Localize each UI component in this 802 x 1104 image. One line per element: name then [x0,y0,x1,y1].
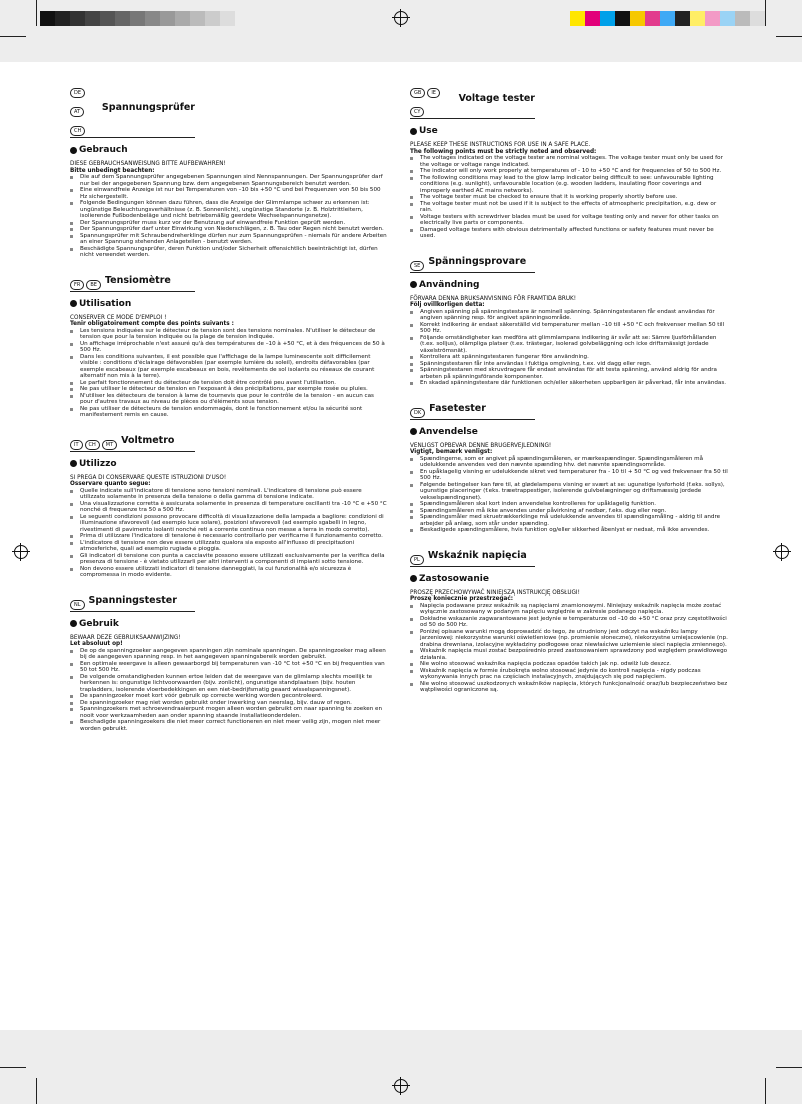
instruction-item: The indicator will only work properly at temperatures of - 10 to +50 °C and for frequencies of 50 to 500 Hz. [410,168,728,175]
section-title-row [410,79,535,119]
calibration-swatch [660,11,675,26]
section-subtitle [70,299,388,309]
language-section [410,546,728,694]
section-title: Voltmetro [121,434,175,446]
calibration-swatch [205,11,220,26]
instruction-item: Wskaźnik napięcia musi zostać bezpośrednio przed zastosowaniem sprawdzony pod względem prawidłowego działania. [410,648,728,661]
keep-instructions-note: CONSERVER CE MODE D'EMPLOI ! [70,314,167,321]
calibration-swatch [130,11,145,26]
crop-mark [36,0,37,26]
language-section [410,79,728,240]
observe-points-heading: Bitte unbedingt beachten: [70,167,155,174]
instruction-list [410,309,728,387]
language-section [70,271,388,419]
instruction-item: Nie wolno stosować uszkodzonych wskaźników napięcia, których funkcjonalność oraz/lub bezpieczeństwo bez wątpliwości ograniczone są. [410,681,728,694]
bullet-dot-icon [70,300,77,307]
subtitle-text: Utilizzo [79,458,117,469]
language-section [70,79,388,259]
keep-instructions-note: DIESE GEBRAUCHSANWEISUNG BITTE AUFBEWAHREN! [70,161,226,167]
calibration-swatch [55,11,70,26]
keep-instructions-note: PLEASE KEEP THESE INSTRUCTIONS FOR USE IN A SAFE PLACE. [410,142,591,148]
bullet-dot-icon [70,620,77,627]
subtitle-text: Gebrauch [79,145,128,155]
calibration-swatch [85,11,100,26]
instruction-item: The voltages indicated on the voltage tester are nominal voltages. The voltage tester must only be used for the voltage or voltage range indicated. [410,155,728,168]
language-section [70,591,388,733]
top-print-band [0,0,802,62]
instruction-item: Una visualizzazione corretta è assicurata solamente in presenza di temperature oscillanti tra -10 °C e +50 °C nonché di frequenze tra 50 a 500 Hz. [70,501,388,514]
calibration-swatch [750,11,765,26]
section-subtitle [70,459,388,469]
section-subtitle [410,280,728,290]
calibration-swatch [175,11,190,26]
section-title: Tensiomètre [104,274,171,286]
subtitle-text: Användning [419,279,480,290]
section-subtitle [70,145,388,155]
country-badge: SE [410,261,424,271]
calibration-swatch [40,11,55,26]
subtitle-text: Gebruik [79,618,119,629]
section-title: Wskaźnik napięcia [427,549,527,561]
country-badges [70,79,100,136]
observe-points-heading: Osservare quanto segue: [70,481,151,487]
bullet-dot-icon [70,147,77,154]
calibration-swatch [630,11,645,26]
calibration-swatch [145,11,160,26]
observe-points-heading: Proszę koniecznie przestrzegać: [410,596,513,602]
instruction-item: De spanningzoeker mag niet worden gebruikt onder inwerking van neerslag, bijv. dauw of regen. [70,700,388,707]
calibration-swatch [160,11,175,26]
country-badge: IT [70,440,83,450]
calibration-swatch [705,11,720,26]
section-subtitle [70,619,388,629]
crop-mark [36,1078,37,1104]
bullet-dot-icon [410,281,417,288]
crop-mark [776,36,802,37]
keep-instructions-note: SI PREGA DI CONSERVARE QUESTE ISTRUZIONI D'USO! [70,474,227,481]
country-badges [410,252,426,271]
subtitle-text: Use [419,126,438,136]
instruction-item: Le parfait fonctionnement du détecteur de tension doit être contrôlé peu avant l'utilisation. [70,380,388,387]
instruction-item: Der Spannungsprüfer darf unter Einwirkung von Niederschlägen, z. B. Tau oder Regen nicht benutzt werden. [70,226,388,233]
section-title: Voltage tester [458,92,535,104]
instruction-item: The voltage tester must be checked to ensure that it is working properly shortly before use. [410,194,728,201]
instruction-item: Damaged voltage testers with obvious detrimentally affected functions or safety features must never be used. [410,227,728,240]
crop-mark [0,1067,26,1068]
instruction-item: Non devono essere utilizzati indicatori di tensione danneggiati, la cui funzionalità e/o sicurezza è compromessa in modo evidente. [70,566,388,579]
language-section [410,399,728,534]
instruction-item: Wskaźnik napięcia w formie śrubokręta wolno stosować jedynie do kontroli napięcia - nigdy podczas wykonywania innych prac na częściach instalacyjnych, znajdujących się pod napięciem. [410,668,728,681]
instruction-item: De op de spanningzoeker aangegeven spanningen zijn nominale spanningen. De spanningzoeker mag alleen bij de aangegeven spanning resp. in het aangegeven spanningsbereik worden gebruikt. [70,648,388,661]
section-title: Fasetester [429,402,486,414]
instruction-item: Gli indicatori di tensione con punta a cacciavite possono essere utilizzati esclusivamente per la verifica della presenza di tensione - è vietato utilizzarli per altri interventi a componenti di impianti sotto tensione. [70,553,388,566]
instruction-item: Napięcia podawane przez wskaźnik są napięciami znamionowymi. Niniejszy wskaźnik napięcia może zostać wyłącznie zastosowany w podanym napięciu względnie w zakresie podanego napięcia. [410,603,728,616]
country-badge: BE [86,280,101,290]
calibration-swatch [600,11,615,26]
country-badge: GB [410,88,425,98]
country-badge: DK [410,408,425,418]
country-badge: CH [70,126,85,136]
instruction-item: Een optimale weergave is alleen gewaarborgd bij temperaturen van -10 °C tot +50 °C en bij frequenties van 50 tot 500 Hz. [70,661,388,674]
calibration-swatch [735,11,750,26]
country-badge: CY [410,107,424,117]
keep-instructions-note: BEWAAR DEZE GEBRUIKSAANWIJZING! [70,634,181,641]
subtitle-text: Anvendelse [419,426,478,437]
keep-instructions-note: FÖRVARA DENNA BRUKSANVISNING FÖR FRAMTIDA BRUK! [410,295,577,302]
section-subtitle [410,427,728,437]
country-badge: NL [70,600,85,610]
instruction-item: Følgende betingelser kan føre til, at glødelampens visning er svært at se: ugunstige lysforhold (f.eks. sollys), ugunstige placeringer (f.eks. træetrappestiger, isolerende gulvbelægninger og driftsmæssig jordede vekselspændingsnet). [410,482,728,502]
instruction-list [70,648,388,733]
instruction-list [410,155,728,240]
country-badges [410,79,457,117]
instruction-item: Le seguenti condizioni possono provocare difficoltà di visualizzazione della lampada a bagliore: condizioni di illuminazione sfavorevoli (ad esempio luce solare), posizioni sfavorevoli (ad esempio sgabelli in legno, rivestimenti di pavimento isolanti nonché reti a corrente continua non messe a terra in modo corretto). [70,514,388,534]
country-badges [70,591,87,610]
calibration-swatch [690,11,705,26]
instruction-item: The voltage tester must not be used if it is subject to the effects of atmospheric precipitation, e.g. dew or rain. [410,201,728,214]
instruction-item: Spændingsmåleren skal kort inden anvendelse kontrolleres for upåklagelig funktion. [410,501,728,508]
section-title-row [70,271,195,292]
registration-mark-right [775,545,789,559]
registration-mark-bottom [394,1079,408,1093]
instruction-list [410,456,728,534]
instruction-item: De spanningzoeker moet kort vóór gebruik op correcte werking worden gecontroleerd. [70,693,388,700]
bullet-dot-icon [410,428,417,435]
instruction-item: Angiven spänning på spänningstestare är nominell spänning. Spänningstestaren får endast användas för angiven spänning resp. för angivet spänningsområde. [410,309,728,322]
observe-points-heading: Tenir obligatoirement compte des points suivants : [70,321,234,327]
crop-mark [765,1078,766,1104]
instruction-list [70,174,388,259]
observe-points-heading: The following points must be strictly noted and observed: [410,148,597,155]
color-calibration-bar [570,11,765,26]
instruction-item: The following conditions may lead to the glow lamp indicator being difficult to see: unfavourable lighting conditions (e.g. sunlight), unfavourable location (e.g. wooden ladders, insulating floor coverings and improperly earthed AC mains networks). [410,175,728,195]
instruction-item: Eine einwandfreie Anzeige ist nur bei Temperaturen von –10 bis +50 °C und bei Frequenzen von 50 bis 500 Hz sichergestellt. [70,187,388,200]
calibration-swatch [570,11,585,26]
subtitle-text: Utilisation [79,298,132,309]
calibration-swatch [615,11,630,26]
instruction-item: Die auf dem Spannungsprüfer angegebenen Spannungen sind Nennspannungen. Der Spannungsprüfer darf nur bei der angegebenen Spannung bzw. dem angegebenen Spannungsbereich benutzt werden. [70,174,388,187]
country-badges [410,399,427,418]
instruction-item: Les tensions indiquées sur le détecteur de tension sont des tensions nominales. N'utiliser le détecteur de tension que pour la tension indiquée ou la plage de tension indiquée. [70,328,388,341]
crop-mark [776,1067,802,1068]
instruction-list [410,603,728,694]
crop-mark [765,0,766,26]
section-title: Spanningstester [88,594,177,606]
language-section [410,252,728,387]
instruction-item: Dokładne wskazanie zagwarantowane jest jedynie w temperaturze od –10 do +50 °C oraz przy częstotliwości od 50 do 500 Hz. [410,616,728,629]
instruction-item: Un affichage irréprochable n'est assuré qu'à des températures de –10 à +50 °C, et à des fréquences de 50 à 500 Hz. [70,341,388,354]
section-title-row [410,546,535,567]
instruction-item: Ne pas utiliser le détecteur de tension en l'exposant à des précipitations, par exemple rosée ou pluies. [70,386,388,393]
instruction-item: En upåklagelig visning er udelukkende sikret ved temperaturer fra - 10 til + 50 °C og ved frekvenser fra 50 til 500 Hz. [410,469,728,482]
registration-mark-top [394,11,408,25]
observe-points-heading: Följ ovillkorligen detta: [410,302,485,308]
country-badge: CH [85,440,100,450]
country-badge: FR [70,280,84,290]
instruction-item: De volgende omstandigheden kunnen ertoe leiden dat de weergave van de glimlamp slechts moeilijk te herkennen is: ongunstige lichtvoorwaarden (bijv. zonlicht), ongunstige standplaatsen (bijv. houten trapladders, isolerende vloerbedekkingen en een niet-bedrijfsmatig geaard wisselspanningsnet). [70,674,388,694]
instruction-item: Spændingsmåleren må ikke anvendes under påvirkning af nedbør, f.eks. dug eller regn. [410,508,728,515]
instruction-list [70,488,388,579]
section-title: Spänningsprovare [428,255,527,267]
calibration-swatch [645,11,660,26]
keep-instructions-note: PROSZĘ PRZECHOWYWAĆ NINIEJSZĄ INSTRUKCJĘ OBSŁUGI! [410,589,580,596]
crop-mark [0,36,26,37]
calibration-swatch [220,11,235,26]
instruction-item: Korrekt indikering är endast säkerställd vid temperaturer mellan –10 till +50 °C och frekvenser mellan 50 till 500 Hz. [410,322,728,335]
section-title-row [410,252,535,273]
country-badge: IE [427,88,440,98]
instruction-item: Beschadigde spanningzoekers die niet meer correct functioneren en niet meer veilig zijn, mogen niet meer worden gebruikt. [70,719,388,732]
calibration-swatch [585,11,600,26]
observe-points-heading: Vigtigt, bemærk venligst: [410,449,493,455]
section-title-row [410,399,535,420]
section-title-row [70,79,195,138]
calibration-swatch [70,11,85,26]
country-badges [410,546,426,565]
calibration-swatch [190,11,205,26]
instruction-item: Quelle indicate sull'indicatore di tensione sono tensioni nominali. L'indicatore di tensione può essere utilizzato solamente in presenza della tensione o della gamma di tensione indicate. [70,488,388,501]
instruction-item: Beskadigede spændingsmålere, hvis funktion og/eller sikkerhed åbenlyst er nedsat, må ikke anvendes. [410,527,728,534]
country-badges [70,431,119,450]
calibration-swatch [100,11,115,26]
language-section [70,431,388,579]
instruction-item: Spændingerne, som er angivet på spændingsmåleren, er mærkespændinger. Spændingsmåleren må udelukkende anvendes ved den nævnte spænding hhv. det nævnte spændingsområde. [410,456,728,469]
grayscale-calibration-bar [40,11,235,26]
instruction-item: Spänningstestaren får inte användas i fuktiga omgivning, t.ex. vid dagg eller regn. [410,361,728,368]
instruction-item: Poniżej opisane warunki mogą doprowadzić do tego, że utrudniony jest odczyt na wskaźniku lampy jarzeniowej: niekorzystne warunki oświetleniowe (np. promienie słoneczne), niekorzystne umiejscowienie (np. drabina drewniana, izolacyjne wykładziny podłogowe oraz niewłaściwe uziemienie sieci napięcia zmiennego). [410,629,728,649]
left-column [70,79,388,744]
right-column [410,79,728,706]
instruction-list [70,328,388,419]
instruction-item: Nie wolno stosować wskaźnika napięcia podczas opadów takich jak np. odwilż lub deszcz. [410,661,728,668]
instruction-item: Ne pas utiliser de détecteurs de tension endommagés, dont le fonctionnement et/ou la sécurité sont manifestement remis en cause. [70,406,388,419]
instruction-item: Spændingsmåler med skruetrækkerklinge må udelukkende anvendes til spændingsmåling - aldrig til andre arbejder på anlæg, som står under spænding. [410,514,728,527]
instruction-item: Voltage testers with screwdriver blades must be used for voltage testing only and never for other tasks on electrically live parts or components. [410,214,728,227]
bullet-dot-icon [70,460,77,467]
instruction-item: Följande omständigheter kan medföra att glimmlampans indikering är svår att se: Sämre ljusförhållanden (t.ex. solljus), olämpliga platser (t.ex. trästegar, isolerad golvbeläggning och icke driftsmässigt jordade växelströmsnät). [410,335,728,355]
calibration-swatch [115,11,130,26]
instruction-item: Der Spannungsprüfer muss kurz vor der Benutzung auf einwandfreie Funktion geprüft werden. [70,220,388,227]
keep-instructions-note: VENLIGST OPBEVAR DENNE BRUGERVEJLEDNING! [410,442,552,449]
instruction-item: Folgende Bedingungen können dazu führen, dass die Anzeige der Glimmlampe schwer zu erkennen ist: ungünstige Beleuchtungsverhältnisse (z. B. Sonnenlicht), ungünstige Standorte (z. B. Holztrittleitern, isolierende Fußbodenbeläge und nicht betriebsmäßig geerdete Wechselspannungsnetze). [70,200,388,220]
section-subtitle [410,574,728,584]
bullet-dot-icon [410,128,417,135]
calibration-swatch [720,11,735,26]
instruction-item: Prima di utilizzare l'indicatore di tensione è necessario controllarlo per verificarne il funzionamento corretto. [70,533,388,540]
calibration-swatch [675,11,690,26]
instruction-item: En skadad spänningstestare där funktionen och/eller säkerheten uppbarligen är påverkad, får inte användas. [410,380,728,387]
instruction-item: Spannungsprüfer mit Schraubendreherklinge dürfen nur zum Spannungsprüfen - niemals für andere Arbeiten an einer Spannung stehenden Anlageteilen - benutzt werden. [70,233,388,246]
registration-mark-left [14,545,28,559]
country-badge: DE [70,88,85,98]
section-title-row [70,431,195,452]
country-badges [70,271,103,290]
instruction-item: L'indicatore di tensione non deve essere utilizzato qualora sia esposto all'influsso di precipitazioni atmosferiche, quali ad esempio rugiada e pioggia. [70,540,388,553]
subtitle-text: Zastosowanie [419,573,489,584]
instruction-item: Kontrollera att spänningstestaren fungerar före användning. [410,354,728,361]
instruction-item: Spänningstestaren med skruvdragare får endast användas för att testa spänning, använd aldrig för andra arbeten på spänningsförande komponenter. [410,367,728,380]
country-badge: PL [410,555,424,565]
instruction-item: Dans les conditions suivantes, il est possible que l'affichage de la lampe luminescente soit difficilement visible : conditions d'éclairage défavorables (par exemple lumière du soleil), endroits défavorables (par exemple escabeaux (par exemple escabeaux en bois, revêtements de sol isolants ou réseaux de courant alternatif non mis à la terre). [70,354,388,380]
instruction-item: N'utiliser les détecteurs de tension à lame de tournevis que pour le contrôle de la tension - en aucun cas pour d'autres travaux au niveau de pièces ou d'éléments sous tension. [70,393,388,406]
country-badge: MT [102,440,117,450]
section-title-row [70,591,195,612]
observe-points-heading: Let absoluut op! [70,641,123,647]
section-subtitle [410,126,728,136]
bullet-dot-icon [410,575,417,582]
instruction-item: Spanningzoekers met schroevendraaierpunt mogen alleen worden gebruikt om naar spanning te zoeken en nooit voor werkzaamheden aan onder spanning staande installatieonderdelen. [70,706,388,719]
country-badge: AT [70,107,84,117]
section-title: Spannungsprüfer [101,102,195,113]
instruction-item: Beschädigte Spannungsprüfer, deren Funktion und/oder Sicherheit offensichtlich beeinträchtigt ist, dürfen nicht verwendet werden. [70,246,388,259]
